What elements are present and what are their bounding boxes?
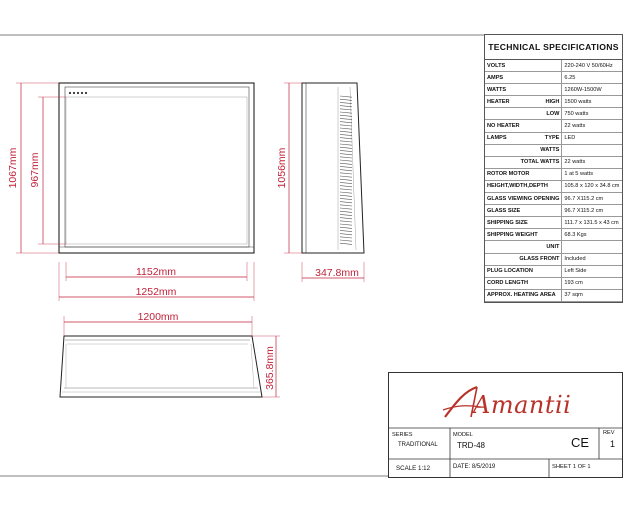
model-label: MODEL bbox=[453, 432, 473, 438]
vent-line bbox=[340, 138, 352, 139]
vent-line bbox=[340, 227, 352, 228]
vent-line bbox=[340, 112, 352, 113]
spec-row bbox=[485, 84, 622, 96]
vent-line bbox=[340, 221, 352, 222]
vent-line bbox=[340, 205, 352, 206]
vent-line bbox=[340, 154, 352, 155]
spec-row bbox=[485, 60, 622, 72]
spec-label: AMPS bbox=[487, 74, 504, 81]
spec-value: 1500 watts bbox=[562, 96, 622, 108]
spec-value: LED bbox=[562, 132, 622, 144]
vent-line bbox=[340, 170, 352, 171]
spec-value: 22 watts bbox=[562, 120, 622, 132]
vent-line bbox=[340, 176, 352, 177]
spec-row bbox=[485, 253, 622, 265]
logo-text: Amantii bbox=[473, 391, 572, 419]
series-value: TRADITIONAL bbox=[398, 442, 438, 448]
spec-row bbox=[485, 205, 622, 217]
ce-mark-icon: CE bbox=[571, 435, 590, 450]
dim-front-height-outer: 1067mm bbox=[7, 147, 19, 189]
spec-row bbox=[485, 241, 622, 253]
spec-value: 1260W-1500W bbox=[562, 84, 622, 96]
series-label: SERIES bbox=[392, 432, 413, 438]
spec-label: SHIPPING WEIGHT bbox=[487, 231, 538, 238]
spec-label: HEATER bbox=[487, 98, 510, 105]
vent-line bbox=[340, 131, 352, 132]
spec-label: ROTOR MOTOR bbox=[487, 171, 530, 178]
spec-sublabel: UNIT bbox=[546, 243, 560, 250]
vent-line bbox=[340, 144, 352, 145]
vent-line bbox=[340, 243, 352, 244]
scale-text: SCALE 1:12 bbox=[396, 465, 431, 472]
spec-value bbox=[562, 144, 622, 156]
vent-line bbox=[340, 192, 352, 193]
vent-line bbox=[340, 198, 352, 199]
spec-row bbox=[485, 180, 622, 192]
spec-label: NO HEATER bbox=[487, 123, 520, 130]
dim-front-height-inner: 967mm bbox=[29, 152, 41, 188]
vent-line bbox=[340, 179, 352, 180]
spec-value bbox=[562, 241, 622, 253]
dim-top-width: 1200mm bbox=[137, 311, 179, 323]
spec-value: 750 watts bbox=[562, 108, 622, 120]
vent-line bbox=[340, 186, 352, 187]
vent-line bbox=[340, 237, 352, 238]
spec-value: 1 at 5 watts bbox=[562, 168, 622, 180]
spec-row bbox=[485, 108, 622, 120]
sheet-text: SHEET 1 OF 1 bbox=[552, 464, 591, 470]
spec-sublabel: HIGH bbox=[545, 98, 560, 105]
dim-side-depth: 347.8mm bbox=[315, 267, 359, 279]
vent-line bbox=[340, 214, 352, 215]
vent-line bbox=[340, 102, 352, 103]
vent-line bbox=[340, 160, 352, 161]
brand-logo bbox=[437, 383, 587, 423]
vent-line bbox=[340, 166, 352, 167]
spec-row bbox=[485, 229, 622, 241]
spec-row bbox=[485, 193, 622, 205]
model-value: TRD-48 bbox=[457, 441, 486, 450]
spec-row bbox=[485, 265, 622, 277]
spec-label: GLASS SIZE bbox=[487, 207, 521, 214]
vent-line bbox=[340, 163, 352, 164]
rev-label: REV bbox=[603, 430, 615, 436]
spec-value: 6.25 bbox=[562, 72, 622, 84]
front-glass bbox=[66, 97, 247, 244]
side-view bbox=[276, 83, 364, 282]
vent-line bbox=[340, 157, 352, 158]
title-block bbox=[388, 372, 623, 478]
spec-row bbox=[485, 96, 622, 108]
spec-value: 220-240 V 50/60Hz bbox=[562, 60, 622, 72]
spec-row bbox=[485, 156, 622, 168]
spec-table bbox=[484, 34, 623, 303]
vent-line bbox=[340, 173, 352, 174]
vent-line bbox=[340, 224, 352, 225]
dim-front-width-inner: 1152mm bbox=[135, 266, 177, 278]
spec-title: TECHNICAL SPECIFICATIONS bbox=[485, 35, 622, 60]
vent-line bbox=[340, 115, 352, 116]
spec-label: CORD LENGTH bbox=[487, 280, 529, 287]
vent-line bbox=[340, 230, 352, 231]
spec-label: SHIPPING SIZE bbox=[487, 219, 528, 226]
dim-top-depth: 365.8mm bbox=[264, 346, 276, 390]
spec-value: 96.7 X115.2 cm bbox=[562, 205, 622, 217]
side-outline bbox=[302, 83, 364, 253]
vent-line bbox=[340, 147, 352, 148]
vent-line bbox=[340, 134, 352, 135]
spec-value: 22 watts bbox=[562, 156, 622, 168]
vent-line bbox=[340, 99, 352, 100]
vent-line bbox=[340, 118, 352, 119]
spec-value: 193 cm bbox=[562, 277, 622, 289]
spec-sublabel: GLASS FRONT bbox=[519, 256, 560, 263]
vent-line bbox=[340, 122, 352, 123]
spec-row bbox=[485, 72, 622, 84]
front-view bbox=[7, 83, 254, 301]
front-inner-frame bbox=[65, 87, 249, 247]
spec-label: GLASS VIEWING OPENING bbox=[487, 195, 560, 202]
spec-sublabel: TOTAL WATTS bbox=[520, 159, 560, 166]
spec-label: PLUG LOCATION bbox=[487, 268, 533, 275]
spec-sublabel: TYPE bbox=[544, 135, 560, 142]
control-buttons bbox=[69, 92, 87, 94]
spec-row bbox=[485, 132, 622, 144]
vent-line bbox=[340, 202, 352, 203]
vent-line bbox=[340, 218, 352, 219]
front-outer-frame bbox=[59, 83, 254, 253]
spec-label: HEIGHT,WIDTH,DEPTH bbox=[487, 183, 548, 190]
vent-line bbox=[340, 208, 352, 209]
dim-side-height: 1056mm bbox=[276, 147, 288, 189]
vent-line bbox=[340, 211, 352, 212]
spec-rows bbox=[485, 60, 622, 302]
spec-value: 37 sqm bbox=[562, 289, 622, 301]
spec-sublabel: LOW bbox=[546, 110, 560, 117]
spec-row bbox=[485, 277, 622, 289]
vent-line bbox=[340, 240, 352, 241]
top-view bbox=[60, 311, 280, 397]
spec-sublabel: WATTS bbox=[540, 147, 560, 154]
date-text: DATE: 8/5/2019 bbox=[453, 464, 496, 470]
vent-line bbox=[340, 125, 352, 126]
spec-row bbox=[485, 168, 622, 180]
vent-line bbox=[340, 195, 352, 196]
vent-line bbox=[340, 150, 352, 151]
vent-line bbox=[340, 109, 352, 110]
vent-line bbox=[340, 128, 352, 129]
spec-value: 68.3 Kgs bbox=[562, 229, 622, 241]
dim-front-width-outer: 1252mm bbox=[135, 286, 177, 298]
vent-line bbox=[340, 141, 352, 142]
spec-row bbox=[485, 144, 622, 156]
vent-line bbox=[340, 189, 352, 190]
rev-value: 1 bbox=[610, 439, 616, 449]
vent-line bbox=[340, 182, 352, 183]
spec-row bbox=[485, 120, 622, 132]
vent-line bbox=[340, 106, 352, 107]
spec-row bbox=[485, 289, 622, 301]
spec-label: LAMPS bbox=[487, 135, 507, 142]
side-vents bbox=[340, 96, 352, 244]
spec-label: VOLTS bbox=[487, 62, 506, 69]
spec-label: APPROX. HEATING AREA bbox=[487, 292, 556, 299]
spec-value: Left Side bbox=[562, 265, 622, 277]
spec-row bbox=[485, 217, 622, 229]
spec-value: 96.7 X115.2 cm bbox=[562, 193, 622, 205]
spec-value: 105.8 x 120 x 34.8 cm bbox=[562, 180, 622, 192]
spec-value: 111.7 x 131.5 x 43 cm bbox=[562, 217, 622, 229]
vent-line bbox=[340, 234, 352, 235]
spec-label: WATTS bbox=[487, 86, 507, 93]
spec-value: Included bbox=[562, 253, 622, 265]
